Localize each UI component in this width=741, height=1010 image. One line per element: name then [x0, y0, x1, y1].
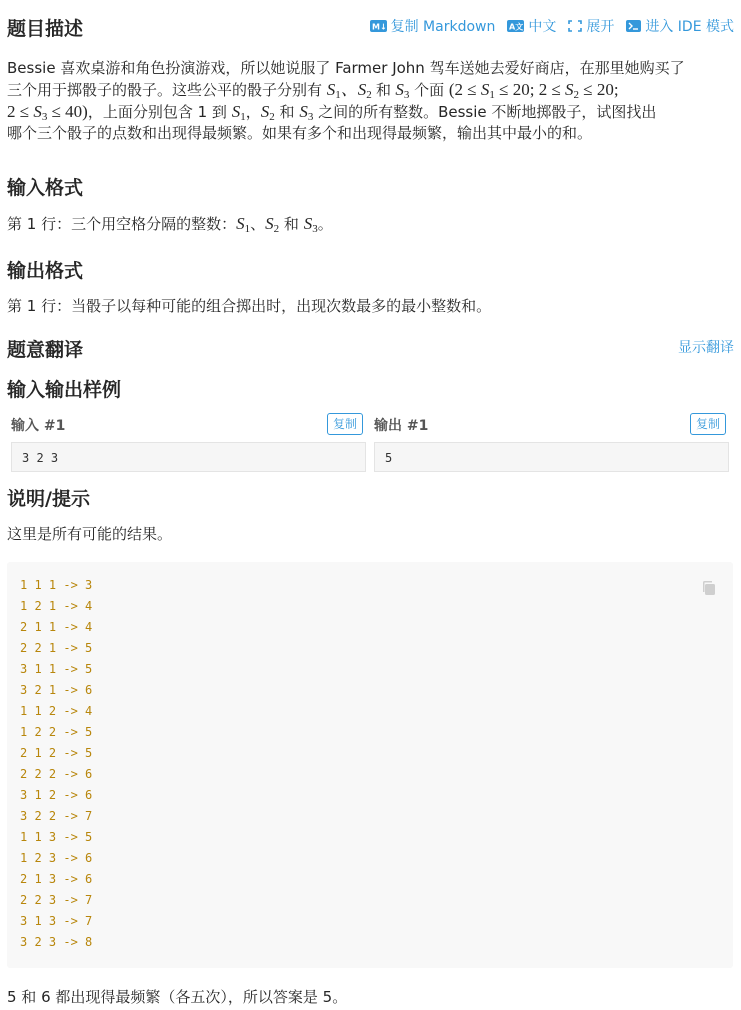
copy-icon[interactable]	[701, 580, 717, 600]
code-line: 3 1 3 -> 7	[20, 914, 93, 928]
copy-markdown-button[interactable]	[370, 16, 496, 36]
math-s1-s2-s3: $S_1$、$S_2$ 和 $S_3$	[326, 80, 410, 101]
code-line: 1 1 1 -> 3	[20, 578, 93, 592]
expand-label: 展开	[586, 19, 615, 35]
language-button[interactable]	[507, 16, 556, 36]
description-text	[7, 58, 734, 144]
code-line: 2 2 3 -> 7	[20, 893, 93, 907]
description-line-3: $2 \le S_3 \le 40$)，上面分别包含 1 到 $S_1$，$S_2$ 和 $S_3$ 之间的所有整数。Bessie 不断地掷骰子，试图找出	[7, 102, 657, 123]
notes-title: 说明/提示	[7, 488, 90, 510]
code-line: 3 1 2 -> 6	[20, 788, 93, 802]
output-format-title: 输出格式	[7, 260, 84, 282]
samples-title: 输入输出样例	[7, 379, 122, 401]
ide-mode-label: 进入 IDE 模式	[645, 19, 734, 35]
expand-button[interactable]	[568, 16, 614, 36]
code-line: 2 1 3 -> 6	[20, 872, 93, 886]
sample-input-label: 输入 #1	[11, 418, 66, 434]
expand-icon	[568, 20, 582, 32]
code-line: 3 2 1 -> 6	[20, 683, 93, 697]
description-line-2: 三个用于掷骰子的骰子。这些公平的骰子分别有 $S_1$、$S_2$ 和 $S_3$ 个面 ($2 \le S_1 \le 20$; $2 \le S_2 \le 20$;	[7, 80, 619, 101]
language-label: 中文	[528, 19, 557, 35]
code-block	[7, 562, 733, 968]
terminal-icon	[626, 20, 641, 32]
notes-conclusion: 5 和 6 都出现得最频繁（各五次），所以答案是 5。	[7, 988, 348, 1006]
code-line: 3 2 3 -> 8	[20, 935, 93, 949]
code-line: 3 2 2 -> 7	[20, 809, 93, 823]
copy-output-button[interactable]: 复制	[690, 413, 726, 435]
code-line: 1 1 2 -> 4	[20, 704, 93, 718]
ide-mode-button[interactable]	[626, 16, 734, 36]
svg-text:A文: A文	[509, 22, 524, 32]
description-line-1: Bessie 喜欢桌游和角色扮演游戏，所以她说服了 Farmer John 驾车送她去爱好商店，在那里她购买了	[7, 59, 685, 77]
code-line: 1 2 2 -> 5	[20, 725, 93, 739]
code-line: 2 2 1 -> 5	[20, 641, 93, 655]
copy-markdown-label: 复制 Markdown	[390, 19, 496, 35]
sample-output-box: 5	[374, 442, 729, 472]
code-line: 2 1 1 -> 4	[20, 620, 93, 634]
show-translation-link[interactable]: 显示翻译	[678, 340, 734, 356]
input-format-text: 第 1 行：三个用空格分隔的整数：$S_1$、$S_2$ 和 $S_3$。	[7, 214, 333, 235]
translate-icon	[507, 20, 524, 32]
description-line-4: 哪个三个骰子的点数和出现得最频繁。如果有多个和出现得最频繁，输出其中最小的和。	[7, 124, 593, 142]
math-constraint-1: ($2 \le S_1 \le 20$; $2 \le S_2 \le 20$;	[448, 80, 619, 101]
code-line: 2 1 2 -> 5	[20, 746, 93, 760]
markdown-icon	[370, 20, 387, 32]
description-title: 题目描述	[7, 18, 84, 40]
code-line: 1 2 1 -> 4	[20, 599, 93, 613]
math-s1: $S_1$	[231, 102, 246, 123]
input-format-title: 输入格式	[7, 177, 84, 199]
code-line: 3 1 1 -> 5	[20, 662, 93, 676]
code-line: 1 2 3 -> 6	[20, 851, 93, 865]
translation-title: 题意翻译	[7, 339, 84, 361]
output-format-text: 第 1 行：当骰子以每种可能的组合掷出时，出现次数最多的最小整数和。	[7, 297, 492, 315]
code-line: 2 2 2 -> 6	[20, 767, 93, 781]
copy-input-button[interactable]: 复制	[327, 413, 363, 435]
sample-output-label: 输出 #1	[374, 418, 429, 434]
math-constraint-2: $2 \le S_3 \le 40$)	[7, 102, 88, 123]
toolbar	[370, 16, 734, 36]
notes-intro: 这里是所有可能的结果。	[7, 525, 173, 543]
sample-input-box: 3 2 3	[11, 442, 366, 472]
svg-text:M↓: M↓	[371, 22, 387, 32]
code-line: 1 1 3 -> 5	[20, 830, 93, 844]
